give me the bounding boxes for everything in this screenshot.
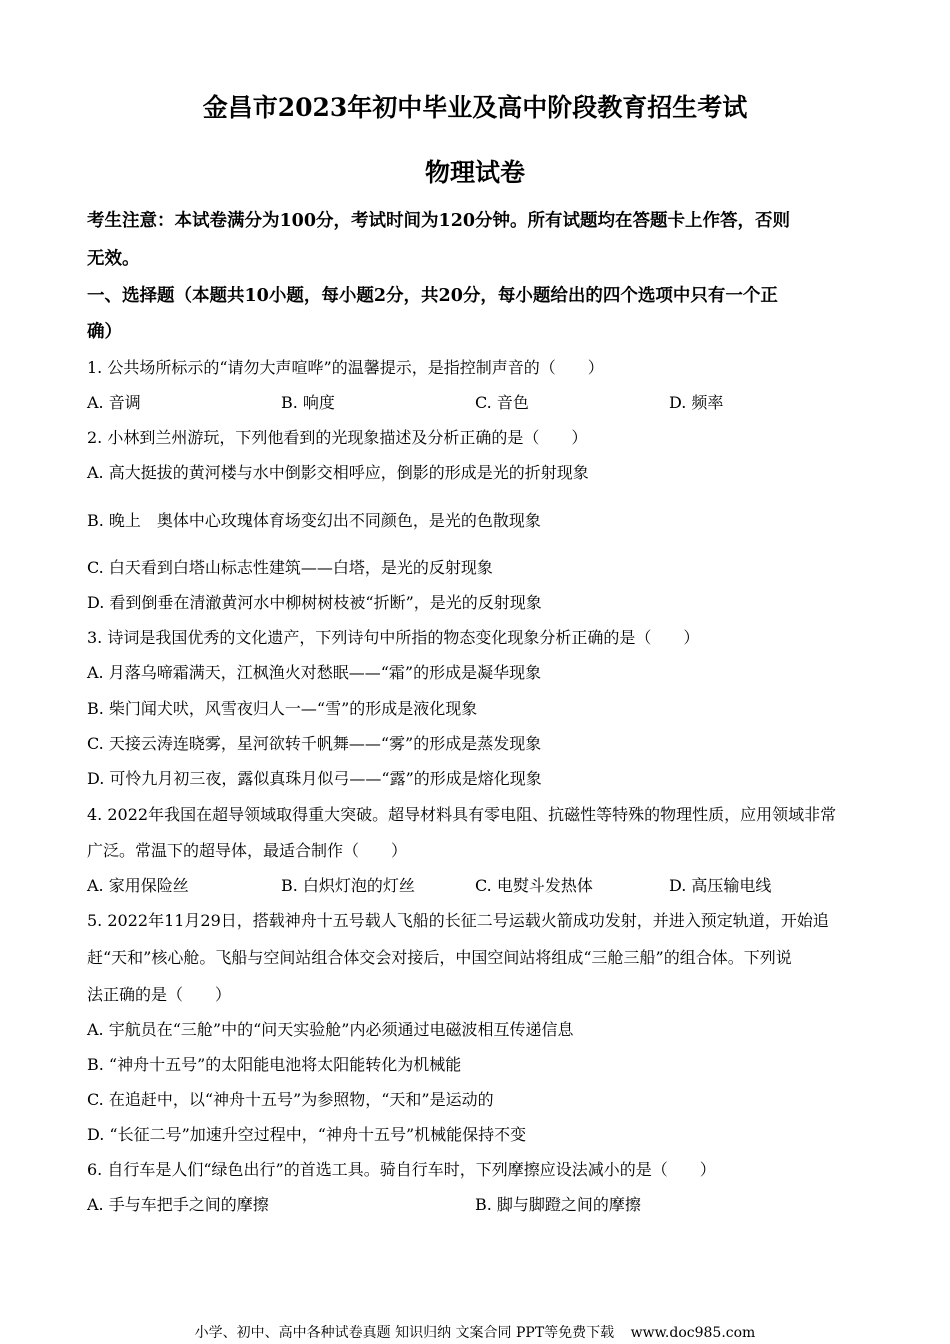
exam-subtitle: 物理试卷	[424, 158, 525, 187]
question-3-option-b: B. 柴门闻犬吠，风雪夜归人一—“雪”的形成是液化现象	[87, 699, 478, 718]
question-5-stem-line-2: 赶“天和”核心舱。飞船与空间站组合体交会对接后，中国空间站将组成“三舱三船”的组合体。下列说	[87, 948, 792, 967]
question-3-option-d: D. 可怜九月初三夜，露似真珠月似弓——“露”的形成是熔化现象	[87, 769, 542, 788]
question-5-stem-line-3: 法正确的是（ ）	[87, 985, 232, 1004]
question-4-stem-line-1: 4. 2022年我国在超导领域取得重大突破。超导材料具有零电阻、抗磁性等特殊的物理性质，应用领域非常	[87, 805, 837, 824]
question-1-option-d: D. 频率	[669, 393, 724, 412]
question-5-option-b: B. “神舟十五号”的太阳能电池将太阳能转化为机械能	[87, 1055, 462, 1074]
question-4-stem-line-2: 广泛。常温下的超导体，最适合制作（ ）	[87, 841, 408, 860]
question-6-stem: 6. 自行车是人们“绿色出行”的首选工具。骑自行车时，下列摩擦应设法减小的是（ ）	[87, 1160, 716, 1179]
question-3-option-a: A. 月落乌啼霜满天，江枫渔火对愁眠——“霜”的形成是凝华现象	[87, 663, 542, 682]
question-5-option-a: A. 宇航员在“三舱”中的“问天实验舱”内必须通过电磁波相互传递信息	[87, 1020, 574, 1039]
question-3-option-c: C. 天接云涛连晓雾，星河欲转千帆舞——“雾”的形成是蒸发现象	[87, 734, 542, 753]
question-1-option-b: B. 响度	[281, 393, 335, 412]
question-2-option-b: B. 晚上 奥体中心玫瑰体育场变幻出不同颜色，是光的色散现象	[87, 511, 541, 530]
notice-line-2: 无效。	[87, 249, 140, 269]
question-6-option-b: B. 脚与脚蹬之间的摩擦	[475, 1195, 641, 1214]
notice-line-1: 考生注意：本试卷满分为100分，考试时间为120分钟。所有试题均在答题卡上作答，否则	[87, 211, 791, 231]
section-heading-line-1: 一、选择题（本题共10小题，每小题2分，共20分，每小题给出的四个选项中只有一个正	[87, 286, 778, 306]
question-5-stem-line-1: 5. 2022年11月29日，搭载神舟十五号载人飞船的长征二号运载火箭成功发射，并进入预定轨道，开始追	[87, 911, 829, 930]
question-1-stem: 1. 公共场所标示的“请勿大声喧哗”的温馨提示，是指控制声音的（ ）	[87, 358, 604, 377]
footer-site-link[interactable]: www.doc985.com	[630, 1325, 756, 1341]
question-4-option-b: B. 白炽灯泡的灯丝	[281, 876, 415, 895]
question-5-option-d: D. “长征二号”加速升空过程中，“神舟十五号”机械能保持不变	[87, 1125, 527, 1144]
question-4-option-d: D. 高压输电线	[669, 876, 772, 895]
question-4-option-c: C. 电熨斗发热体	[475, 876, 593, 895]
footer-text: 小学、初中、高中各种试卷真题 知识归纳 文案合同 PPT等免费下载	[194, 1325, 615, 1341]
question-6-option-a: A. 手与车把手之间的摩擦	[87, 1195, 269, 1214]
question-2-option-c: C. 白天看到白塔山标志性建筑——白塔，是光的反射现象	[87, 558, 493, 577]
page-footer	[0, 1322, 950, 1342]
exam-title: 金昌市2023年初中毕业及高中阶段教育招生考试	[202, 93, 748, 122]
question-1-option-c: C. 音色	[475, 393, 529, 412]
question-4-option-a: A. 家用保险丝	[87, 876, 189, 895]
question-3-stem: 3. 诗词是我国优秀的文化遗产，下列诗句中所指的物态变化现象分析正确的是（ ）	[87, 628, 700, 647]
section-heading-line-2: 确）	[87, 322, 122, 342]
question-2-option-a: A. 高大挺拔的黄河楼与水中倒影交相呼应，倒影的形成是光的折射现象	[87, 463, 589, 482]
question-2-stem: 2. 小林到兰州游玩，下列他看到的光现象描述及分析正确的是（ ）	[87, 428, 588, 447]
question-2-option-d: D. 看到倒垂在清澈黄河水中柳树树枝被“折断”，是光的反射现象	[87, 593, 542, 612]
question-1-option-a: A. 音调	[87, 393, 141, 412]
question-5-option-c: C. 在追赶中，以“神舟十五号”为参照物，“天和”是运动的	[87, 1090, 494, 1109]
